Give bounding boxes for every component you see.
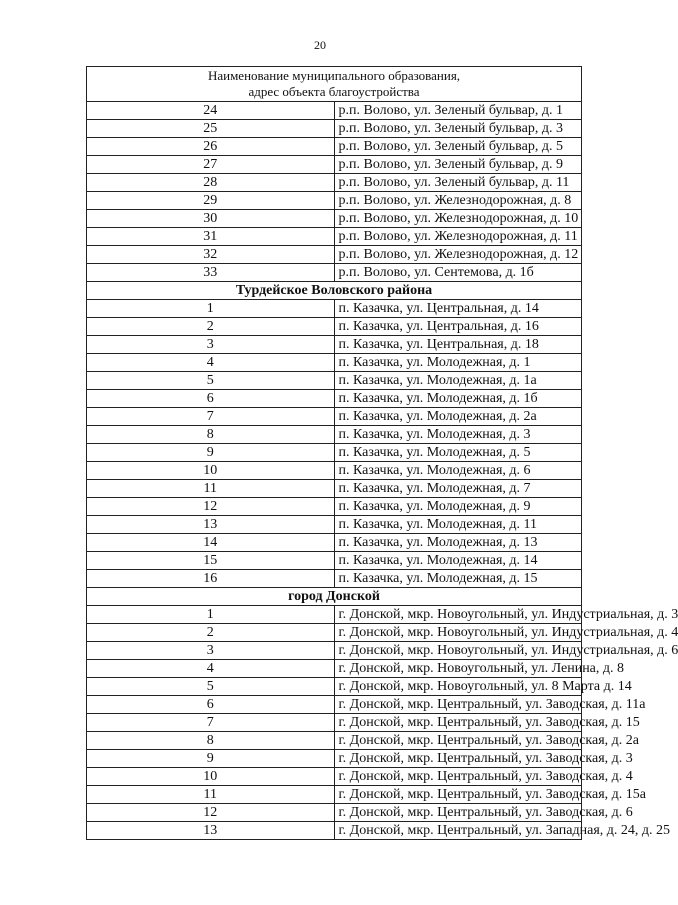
row-number: 7: [87, 408, 335, 426]
row-address: г. Донской, мкр. Новоугольный, ул. Ленина, д. 8: [334, 660, 582, 678]
row-address: п. Казачка, ул. Молодежная, д. 9: [334, 498, 582, 516]
table-row: [87, 498, 582, 516]
row-address: г. Донской, мкр. Новоугольный, ул. Индустриальная, д. 4: [334, 624, 582, 642]
row-address: р.п. Волово, ул. Зеленый бульвар, д. 1: [334, 102, 582, 120]
row-address: г. Донской, мкр. Центральный, ул. Заводская, д. 3: [334, 750, 582, 768]
row-address: п. Казачка, ул. Центральная, д. 14: [334, 300, 582, 318]
row-address: п. Казачка, ул. Молодежная, д. 6: [334, 462, 582, 480]
table-row: [87, 624, 582, 642]
table-header-row: [87, 67, 582, 102]
row-number: 13: [87, 516, 335, 534]
row-number: 14: [87, 534, 335, 552]
section-row: [87, 588, 582, 606]
table-row: [87, 264, 582, 282]
row-number: 33: [87, 264, 335, 282]
row-number: 28: [87, 174, 335, 192]
row-number: 12: [87, 498, 335, 516]
row-number: 1: [87, 300, 335, 318]
row-number: 3: [87, 642, 335, 660]
row-number: 13: [87, 822, 335, 840]
row-number: 5: [87, 678, 335, 696]
row-number: 6: [87, 390, 335, 408]
row-number: 30: [87, 210, 335, 228]
row-address: р.п. Волово, ул. Железнодорожная, д. 10: [334, 210, 582, 228]
row-address: г. Донской, мкр. Центральный, ул. Западная, д. 24, д. 25: [334, 822, 582, 840]
table-row: [87, 462, 582, 480]
row-address: п. Казачка, ул. Молодежная, д. 3: [334, 426, 582, 444]
row-address: р.п. Волово, ул. Железнодорожная, д. 8: [334, 192, 582, 210]
table-row: [87, 102, 582, 120]
header-line-2: адрес объекта благоустройства: [248, 84, 420, 99]
row-address: г. Донской, мкр. Центральный, ул. Заводская, д. 15: [334, 714, 582, 732]
row-address: р.п. Волово, ул. Зеленый бульвар, д. 3: [334, 120, 582, 138]
row-address: р.п. Волово, ул. Сентемова, д. 1б: [334, 264, 582, 282]
row-number: 7: [87, 714, 335, 732]
table-row: [87, 408, 582, 426]
table-header: [87, 67, 582, 102]
row-number: 8: [87, 426, 335, 444]
row-address: п. Казачка, ул. Молодежная, д. 11: [334, 516, 582, 534]
row-address: р.п. Волово, ул. Зеленый бульвар, д. 5: [334, 138, 582, 156]
table-row: [87, 804, 582, 822]
row-number: 11: [87, 786, 335, 804]
row-number: 25: [87, 120, 335, 138]
row-address: п. Казачка, ул. Молодежная, д. 1а: [334, 372, 582, 390]
row-number: 26: [87, 138, 335, 156]
row-number: 10: [87, 462, 335, 480]
table-row: [87, 156, 582, 174]
table-row: [87, 174, 582, 192]
table-row: [87, 210, 582, 228]
table-row: [87, 570, 582, 588]
table-row: [87, 246, 582, 264]
row-address: г. Донской, мкр. Новоугольный, ул. 8 Марта д. 14: [334, 678, 582, 696]
row-number: 15: [87, 552, 335, 570]
row-address: г. Донской, мкр. Центральный, ул. Заводская, д. 15а: [334, 786, 582, 804]
table-row: [87, 300, 582, 318]
row-number: 9: [87, 750, 335, 768]
row-address: г. Донской, мкр. Новоугольный, ул. Индустриальная, д. 6: [334, 642, 582, 660]
table-row: [87, 642, 582, 660]
table-row: [87, 786, 582, 804]
section-title: Турдейское Воловского района: [87, 282, 582, 300]
row-number: 2: [87, 318, 335, 336]
table-row: [87, 768, 582, 786]
table-row: [87, 696, 582, 714]
table-row: [87, 372, 582, 390]
row-address: п. Казачка, ул. Молодежная, д. 7: [334, 480, 582, 498]
row-address: п. Казачка, ул. Молодежная, д. 5: [334, 444, 582, 462]
row-address: п. Казачка, ул. Молодежная, д. 14: [334, 552, 582, 570]
row-number: 16: [87, 570, 335, 588]
row-number: 6: [87, 696, 335, 714]
section-row: [87, 282, 582, 300]
table-row: [87, 678, 582, 696]
table-row: [87, 192, 582, 210]
row-address: п. Казачка, ул. Молодежная, д. 15: [334, 570, 582, 588]
table-row: [87, 822, 582, 840]
table-row: [87, 534, 582, 552]
row-address: п. Казачка, ул. Молодежная, д. 13: [334, 534, 582, 552]
row-address: г. Донской, мкр. Центральный, ул. Заводская, д. 4: [334, 768, 582, 786]
page-number: 20: [314, 38, 326, 52]
row-number: 9: [87, 444, 335, 462]
row-address: р.п. Волово, ул. Железнодорожная, д. 12: [334, 246, 582, 264]
table-row: [87, 480, 582, 498]
table-row: [87, 750, 582, 768]
table-row: [87, 444, 582, 462]
table-body: [87, 102, 678, 840]
table-row: [87, 138, 582, 156]
row-number: 4: [87, 660, 335, 678]
table-row: [87, 318, 582, 336]
table-row: [87, 552, 582, 570]
row-number: 29: [87, 192, 335, 210]
row-number: 3: [87, 336, 335, 354]
row-number: 1: [87, 606, 335, 624]
row-address: п. Казачка, ул. Молодежная, д. 1: [334, 354, 582, 372]
row-number: 31: [87, 228, 335, 246]
table-row: [87, 516, 582, 534]
row-address: г. Донской, мкр. Новоугольный, ул. Индустриальная, д. 3: [334, 606, 582, 624]
row-number: 4: [87, 354, 335, 372]
row-number: 2: [87, 624, 335, 642]
row-number: 24: [87, 102, 335, 120]
header-line-1: Наименование муниципального образования,: [207, 68, 461, 83]
row-address: г. Донской, мкр. Центральный, ул. Заводская, д. 6: [334, 804, 582, 822]
table-row: [87, 606, 582, 624]
table-row: [87, 390, 582, 408]
row-address: р.п. Волово, ул. Зеленый бульвар, д. 9: [334, 156, 582, 174]
row-address: г. Донской, мкр. Центральный, ул. Заводская, д. 2а: [334, 732, 582, 750]
table-row: [87, 714, 582, 732]
row-address: р.п. Волово, ул. Железнодорожная, д. 11: [334, 228, 582, 246]
table-row: [87, 426, 582, 444]
row-address: р.п. Волово, ул. Зеленый бульвар, д. 11: [334, 174, 582, 192]
row-address: п. Казачка, ул. Центральная, д. 16: [334, 318, 582, 336]
row-address: п. Казачка, ул. Молодежная, д. 2а: [334, 408, 582, 426]
table-row: [87, 228, 582, 246]
row-number: 12: [87, 804, 335, 822]
address-table: [86, 66, 678, 840]
table-row: [87, 732, 582, 750]
row-number: 8: [87, 732, 335, 750]
section-title: город Донской: [87, 588, 582, 606]
row-number: 10: [87, 768, 335, 786]
row-number: 5: [87, 372, 335, 390]
table-row: [87, 336, 582, 354]
row-address: п. Казачка, ул. Центральная, д. 18: [334, 336, 582, 354]
table-row: [87, 120, 582, 138]
table-row: [87, 660, 582, 678]
table-row: [87, 354, 582, 372]
row-number: 11: [87, 480, 335, 498]
row-address: п. Казачка, ул. Молодежная, д. 1б: [334, 390, 582, 408]
row-number: 27: [87, 156, 335, 174]
row-number: 32: [87, 246, 335, 264]
row-address: г. Донской, мкр. Центральный, ул. Заводская, д. 11а: [334, 696, 582, 714]
